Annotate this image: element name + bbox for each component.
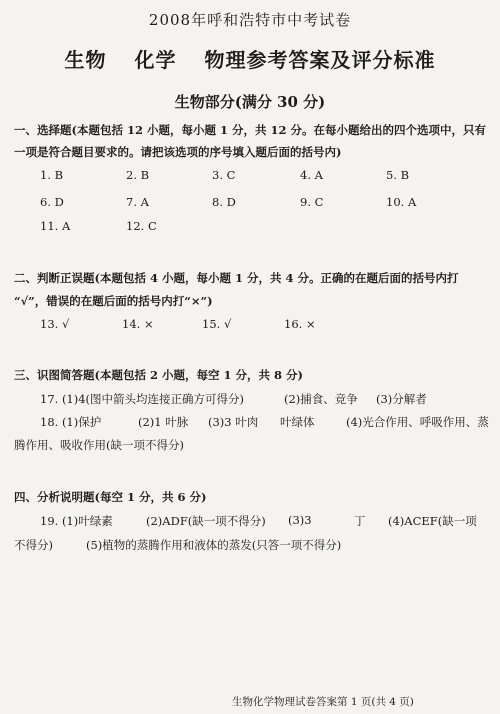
answer-item: 14. × [122, 317, 154, 331]
answer-item: 5. B [386, 168, 410, 182]
section2-answer-row [40, 317, 480, 331]
q17-row [40, 391, 480, 405]
answer-item: 3. C [212, 168, 236, 182]
answer-item: 4. A [300, 168, 323, 182]
q19-part4: 丁 [354, 514, 366, 528]
answer-item: 6. D [40, 195, 64, 209]
section1-answer-row-2 [40, 195, 480, 209]
q18-part3: (3)3 叶肉 [208, 415, 259, 429]
q18-part4: 叶绿体 [280, 415, 315, 429]
answer-item: 11. A [40, 219, 71, 233]
answer-item: 10. A [386, 195, 417, 209]
page-footer: 生物化学物理试卷答案第 1 页(共 4 页) [232, 696, 414, 708]
section4-heading: 四、分析说明题(每空 1 分，共 6 分) [14, 490, 207, 504]
main-title [0, 44, 500, 73]
section1-heading-line2: 一项是符合题目要求的。请把该选项的序号填入题后面的括号内) [14, 145, 342, 159]
q17-part1: 17. (1)4(图中箭头均连接正确方可得分) [40, 392, 245, 406]
q19-row [40, 513, 480, 527]
answer-item: 2. B [126, 168, 150, 182]
q19-part1: 19. (1)叶绿素 [40, 514, 113, 528]
q18-part2: (2)1 叶脉 [138, 415, 189, 429]
section2-heading-line1: 二、判断正误题(本题包括 4 小题，每小题 1 分，共 4 分。正确的在题后面的括号内打 [14, 271, 459, 285]
q18-part5: (4)光合作用、呼吸作用、蒸 [346, 415, 489, 429]
section-subtitle: 生物部分(满分 30 分) [174, 93, 326, 111]
section2-heading-line2: “√”，错误的在题后面的括号内打“×”) [14, 294, 213, 308]
main-title-biology: 生物 [64, 48, 107, 72]
answer-item: 9. C [300, 195, 324, 209]
main-title-physics: 物理参考答案及评分标准 [204, 48, 436, 72]
q19-part2: (2)ADF(缺一项不得分) [146, 514, 266, 528]
exam-title: 2008年呼和浩特市中考试卷 [148, 11, 352, 29]
main-title-chemistry: 化学 [134, 48, 177, 72]
answer-item: 16. × [284, 317, 316, 331]
q18-part1: 18. (1)保护 [40, 415, 102, 429]
q17-part2: (2)捕食、竞争 [284, 392, 358, 406]
section1-answer-row-3 [40, 219, 480, 233]
answer-item: 7. A [126, 195, 149, 209]
q19-part5: (4)ACEF(缺一项 [388, 514, 477, 528]
q17-part3: (3)分解者 [376, 392, 427, 406]
q19-part6: 不得分) [14, 538, 53, 552]
answer-item: 15. √ [202, 317, 232, 331]
section1-answer-row-1 [40, 168, 480, 182]
answer-item: 13. √ [40, 317, 70, 331]
q19-part7: (5)植物的蒸腾作用和液体的蒸发(只答一项不得分) [86, 538, 342, 552]
q18-continuation: 腾作用、吸收作用(缺一项不得分) [14, 438, 184, 452]
section1-heading-line1: 一、选择题(本题包括 12 小题，每小题 1 分，共 12 分。在每小题给出的四个选项中，只有 [14, 123, 486, 137]
q19-row2 [14, 537, 484, 551]
section3-heading: 三、识图简答题(本题包括 2 小题，每空 1 分，共 8 分) [14, 368, 303, 382]
answer-item: 12. C [126, 219, 157, 233]
q18-row [40, 414, 489, 429]
answer-item: 1. B [40, 168, 64, 182]
answer-item: 8. D [212, 195, 236, 209]
q19-part3: (3)3 [288, 513, 312, 527]
